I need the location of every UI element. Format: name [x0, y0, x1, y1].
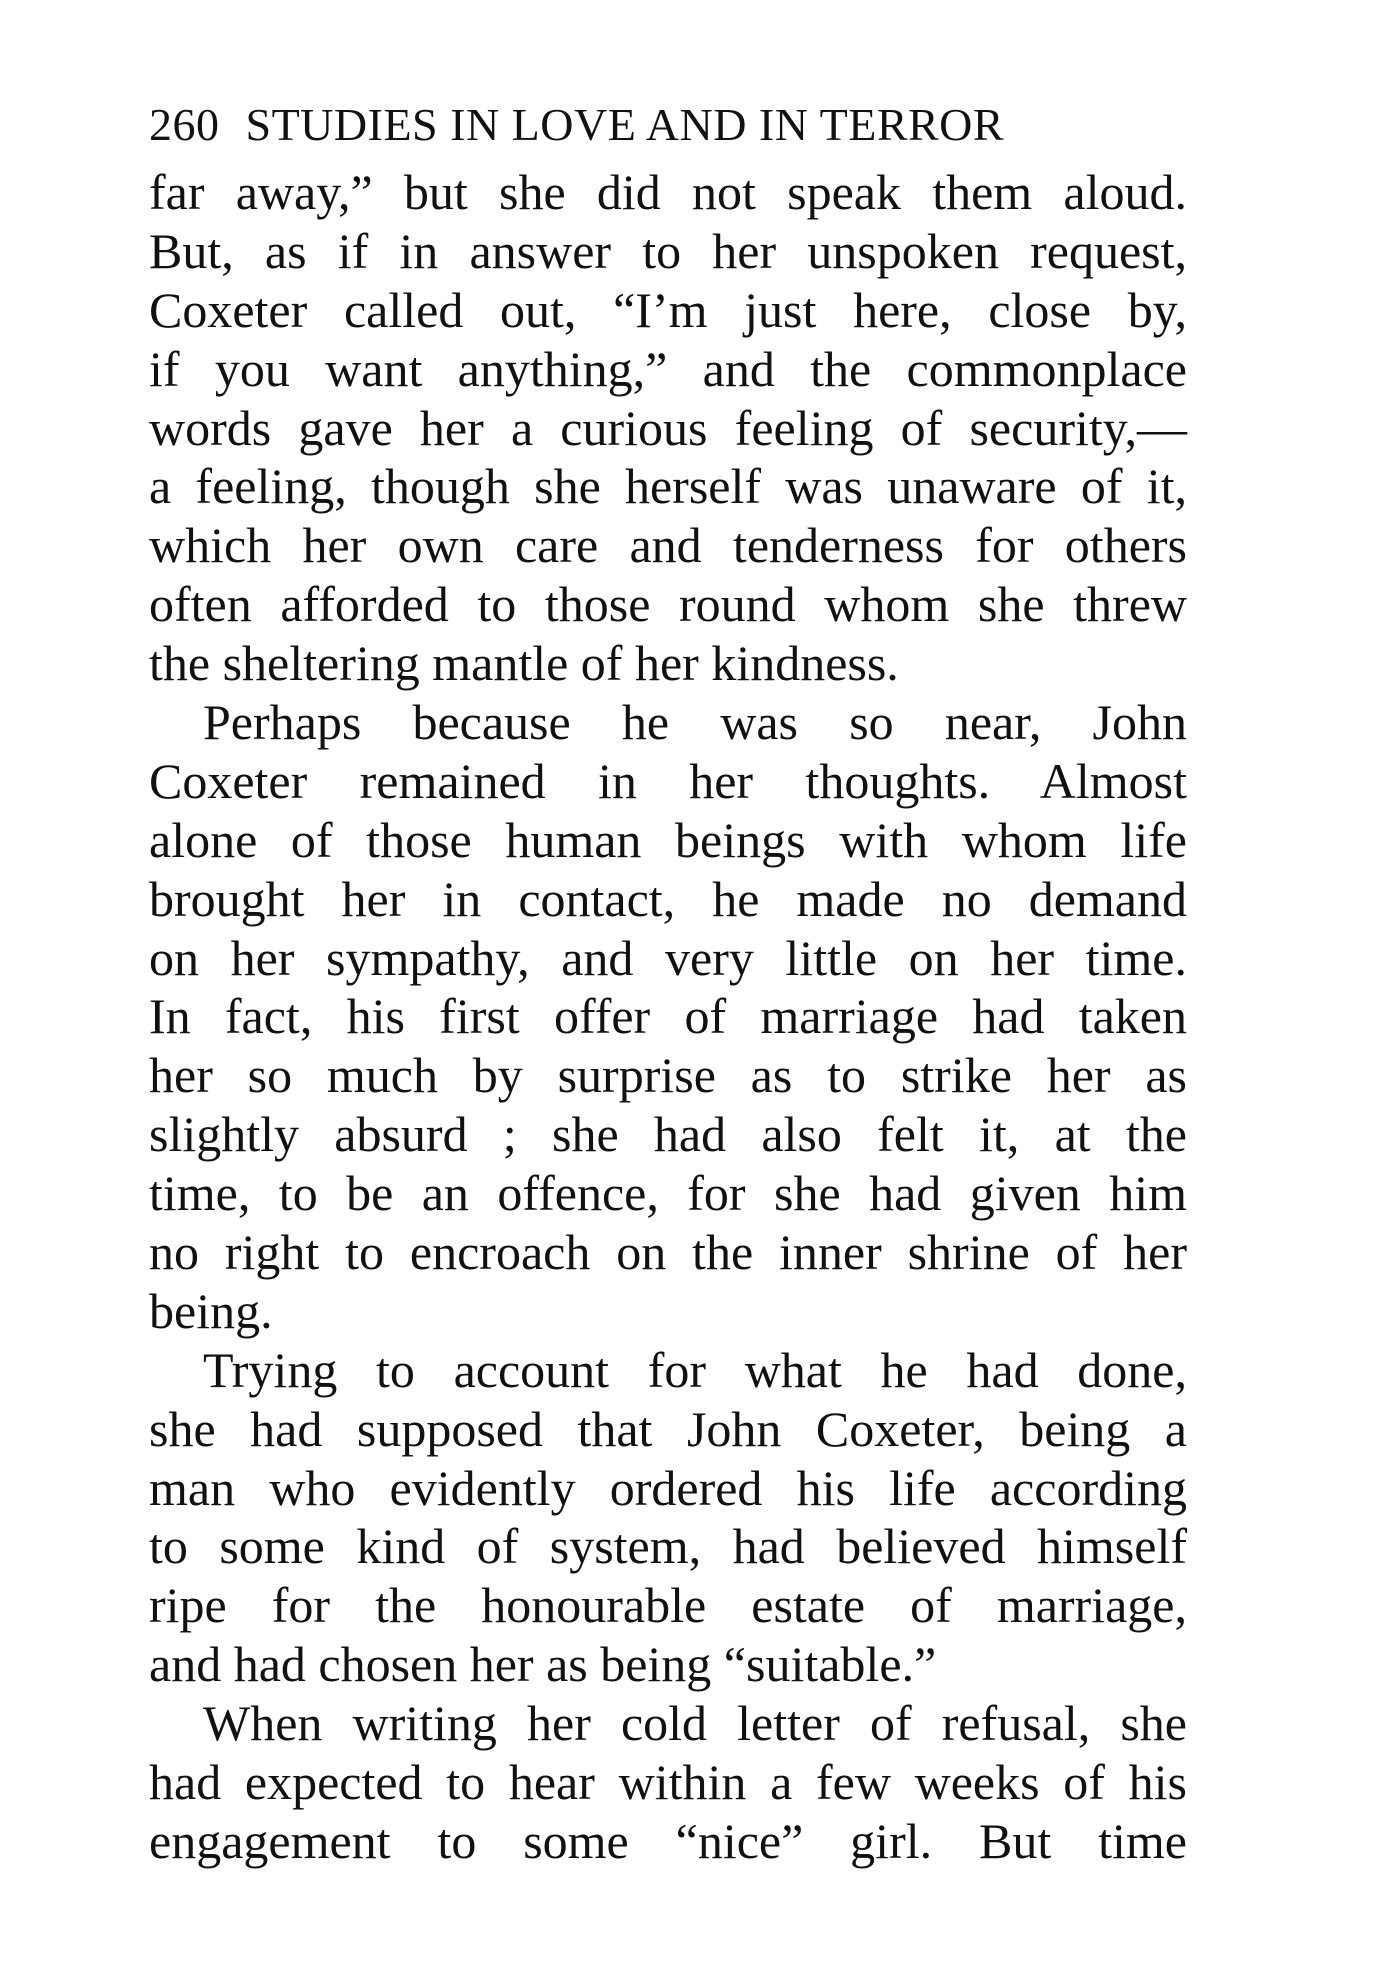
text-line: a feeling, though she herself was unaware of it,: [149, 458, 1187, 515]
text-line: Coxeter called out, “I’m just here, close by,: [149, 281, 1187, 338]
text-line: brought her in contact, he made no demand: [149, 870, 1187, 927]
text-line: often afforded to those round whom she threw: [149, 576, 1187, 633]
text-line: and had chosen her as being “suitable.”: [149, 1636, 937, 1693]
text-line: ripe for the honourable estate of marriage,: [149, 1577, 1187, 1634]
text-line: man who evidently ordered his life according: [149, 1459, 1187, 1516]
text-line: no right to encroach on the inner shrine of her: [149, 1224, 1187, 1281]
text-line: far away,” but she did not speak them aloud.: [149, 164, 1187, 220]
text-line: alone of those human beings with whom life: [149, 811, 1187, 868]
text-line: she had supposed that John Coxeter, being a: [149, 1400, 1187, 1457]
text-line: But, as if in answer to her unspoken request,: [149, 222, 1187, 279]
text-line: words gave her a curious feeling of security,—: [149, 399, 1187, 456]
text-line: Perhaps because he was so near, John: [203, 694, 1187, 751]
running-head: [149, 95, 1187, 155]
body-text: [149, 163, 1187, 1871]
text-line: Coxeter remained in her thoughts. Almost: [149, 752, 1187, 809]
text-line: on her sympathy, and very little on her time.: [149, 929, 1187, 986]
text-line: her so much by surprise as to strike her as: [149, 1047, 1187, 1104]
text-line: being.: [149, 1282, 273, 1339]
running-title: STUDIES IN LOVE AND IN TERROR: [245, 99, 1005, 150]
text-line: engagement to some “nice” girl. But time: [149, 1812, 1187, 1869]
text-line: which her own care and tenderness for others: [149, 517, 1187, 574]
text-line: the sheltering mantle of her kindness.: [149, 635, 899, 692]
book-page: [149, 95, 1187, 1871]
text-line: to some kind of system, had believed himself: [149, 1518, 1187, 1575]
page-number: 260: [149, 99, 220, 150]
text-line: In fact, his first offer of marriage had taken: [149, 988, 1187, 1045]
text-line: Trying to account for what he had done,: [203, 1341, 1187, 1398]
text-line: time, to be an offence, for she had given him: [149, 1165, 1187, 1222]
text-line: if you want anything,” and the commonplace: [149, 340, 1187, 397]
text-line: When writing her cold letter of refusal, she: [203, 1695, 1187, 1752]
text-line: had expected to hear within a few weeks of his: [149, 1754, 1187, 1811]
text-line: slightly absurd ; she had also felt it, at the: [149, 1106, 1187, 1163]
